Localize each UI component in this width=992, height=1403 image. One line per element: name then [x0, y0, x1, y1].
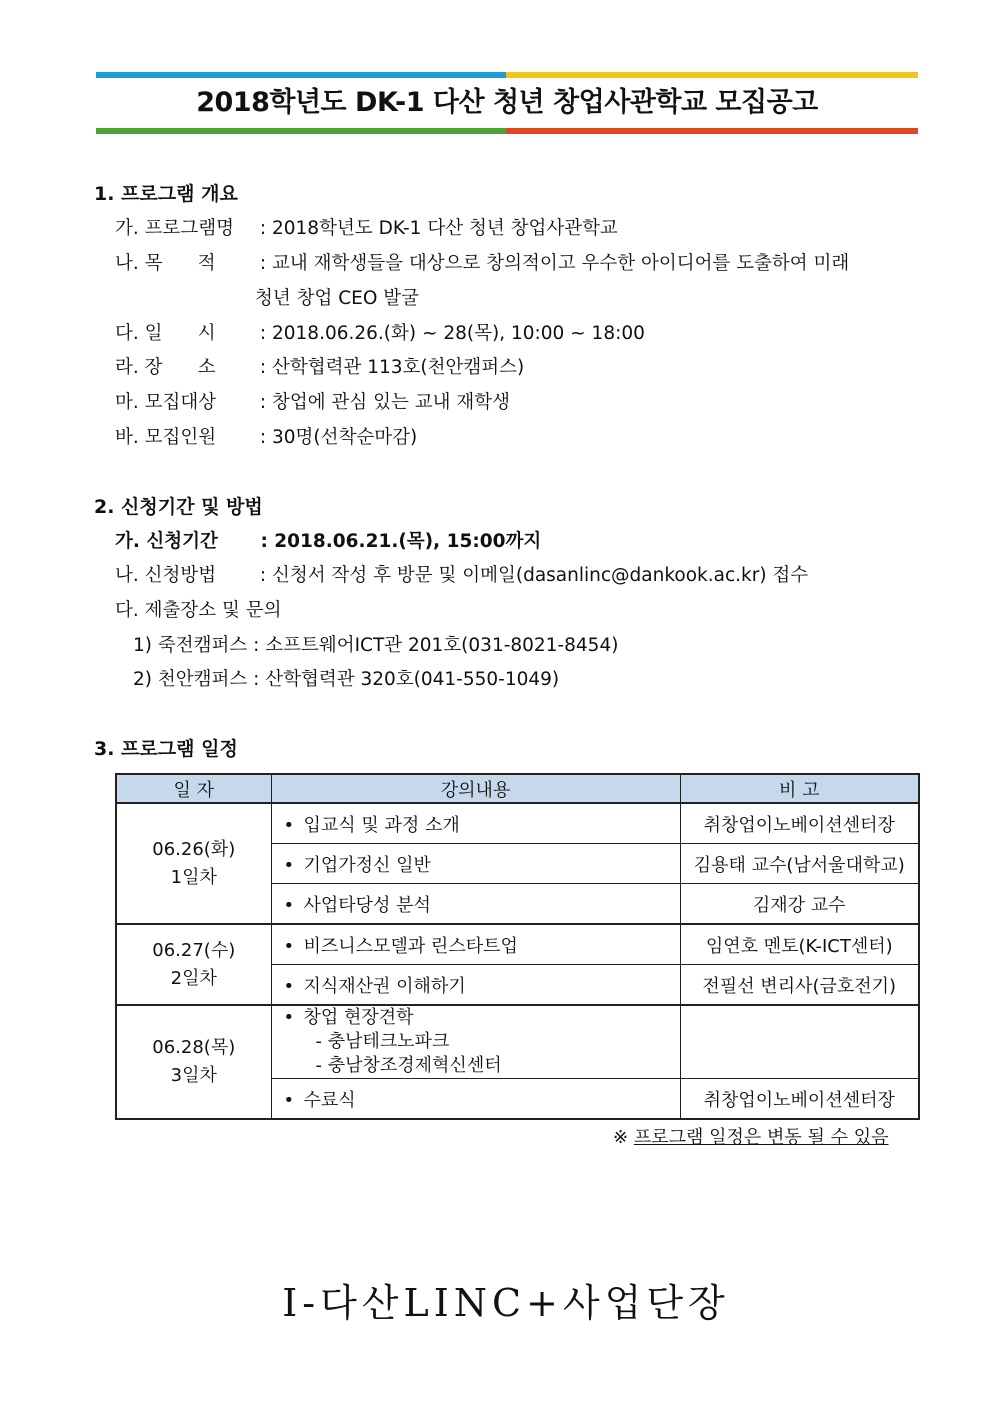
item-separator: : [254, 531, 275, 552]
day-date: 06.28(목) [152, 1037, 236, 1058]
overview-item-purpose [115, 251, 849, 277]
item-separator: : [254, 253, 272, 274]
item-label: 나. 신청방법 [115, 565, 217, 586]
content-cell [271, 1005, 680, 1079]
overview-item-purpose-continued: 청년 창업 CEO 발굴 [255, 288, 420, 309]
item-value: 산학협력관 113호(천안캠퍼스) [272, 357, 525, 378]
schedule-footnote [613, 1126, 888, 1150]
column-header-date: 일 자 [116, 774, 271, 803]
bullet: • [283, 975, 295, 997]
overview-item-program-name [115, 216, 618, 242]
content-text: 수료식 [303, 1089, 356, 1111]
item-label: 바. 모집인원 [115, 427, 217, 448]
page-title: 2018학년도 DK-1 다산 청년 창업사관학교 모집공고 [196, 87, 818, 118]
title-bar-top-left [96, 72, 506, 78]
day-number: 1일차 [170, 866, 217, 888]
content-cell [271, 1079, 680, 1120]
content-cell [271, 924, 680, 965]
day-number: 2일차 [170, 967, 217, 989]
item-value: 신청서 작성 후 방문 및 이메일(dasanlinc@dankook.ac.kr) 접수 [272, 565, 809, 586]
item-label: 가. 프로그램명 [115, 218, 234, 239]
content-text: 사업타당성 분석 [303, 894, 431, 916]
item-separator: : [254, 357, 272, 378]
item-value: 교내 재학생들을 대상으로 창의적이고 우수한 아이디어를 도출하여 미래 [272, 253, 850, 274]
day-cell [116, 1005, 271, 1119]
sub-item: - 충남테크노파크 [315, 1031, 450, 1052]
item-value: 2018학년도 DK-1 다산 청년 창업사관학교 [272, 218, 618, 239]
content-cell [271, 803, 680, 844]
item-label: 다. 일 시 [115, 323, 216, 344]
note-cell [680, 1005, 919, 1079]
content-text: 창업 현장견학 [303, 1007, 414, 1028]
note-cell: 취창업이노베이션센터장 [680, 803, 919, 844]
item-separator: : [254, 218, 272, 239]
day-date: 06.26(화) [152, 838, 236, 860]
note-cell: 취창업이노베이션센터장 [680, 1079, 919, 1120]
item-label: 마. 모집대상 [115, 392, 217, 413]
footnote-mark: ※ [613, 1127, 629, 1148]
sub-item: - 충남창조경제혁신센터 [315, 1055, 502, 1076]
submission-place-jukjeon: 1) 죽전캠퍼스 : 소프트웨어ICT관 201호(031-8021-8454) [133, 635, 619, 656]
note-cell: 전필선 변리사(금호전기) [680, 965, 919, 1006]
item-value: 창업에 관심 있는 교내 재학생 [272, 392, 510, 413]
overview-item-target [115, 390, 510, 416]
item-label: 나. 목 적 [115, 253, 216, 274]
day-number: 3일차 [170, 1065, 217, 1086]
issuer-signature: I-다산LINC+사업단장 [282, 1281, 730, 1325]
content-cell [271, 884, 680, 925]
column-header-content: 강의내용 [271, 774, 680, 803]
section3-heading: 3. 프로그램 일정 [94, 738, 238, 760]
item-value: 2018.06.21.(목), 15:00까지 [274, 531, 542, 552]
apply-item-period [115, 529, 541, 555]
note-cell: 김재강 교수 [680, 884, 919, 925]
content-text: 비즈니스모델과 린스타트업 [303, 935, 518, 957]
day-cell [116, 924, 271, 1005]
table-row [116, 803, 919, 844]
item-value: 30명(선착순마감) [272, 427, 418, 448]
content-cell [271, 965, 680, 1006]
content-text: 입교식 및 과정 소개 [303, 814, 460, 836]
column-header-note: 비 고 [680, 774, 919, 803]
apply-item-submission: 다. 제출장소 및 문의 [115, 600, 282, 621]
item-separator: : [254, 565, 272, 586]
content-text: 지식재산권 이해하기 [303, 975, 466, 997]
submission-place-cheonan: 2) 천안캠퍼스 : 산학협력관 320호(041-550-1049) [133, 669, 560, 690]
item-label: 가. 신청기간 [115, 531, 218, 552]
title-bar-top-right [506, 72, 918, 78]
table-header-row [116, 774, 919, 803]
section1-heading: 1. 프로그램 개요 [94, 183, 238, 205]
item-separator: : [254, 392, 272, 413]
title-bar-bottom-right [506, 128, 918, 134]
schedule-table [115, 773, 920, 1120]
item-label: 라. 장 소 [115, 357, 216, 378]
apply-item-method [115, 563, 808, 589]
content-cell [271, 844, 680, 884]
day-cell [116, 803, 271, 924]
item-separator: : [254, 323, 272, 344]
note-cell: 김용태 교수(남서울대학교) [680, 844, 919, 884]
footnote-text: 프로그램 일정은 변동 될 수 있음 [633, 1127, 889, 1148]
bullet: • [283, 814, 295, 836]
day-date: 06.27(수) [152, 939, 236, 961]
bullet: • [283, 854, 295, 876]
bullet: • [283, 1007, 295, 1028]
bullet: • [283, 935, 295, 957]
title-bar-bottom-left [96, 128, 506, 134]
overview-item-date [115, 321, 645, 347]
overview-item-capacity [115, 425, 417, 451]
bullet: • [283, 894, 295, 916]
table-row [116, 924, 919, 965]
table-row [116, 1005, 919, 1079]
item-value: 2018.06.26.(화) ~ 28(목), 10:00 ~ 18:00 [272, 323, 645, 344]
bullet: • [283, 1089, 295, 1111]
item-separator: : [254, 427, 272, 448]
overview-item-place [115, 355, 524, 381]
note-cell: 임연호 멘토(K-ICT센터) [680, 924, 919, 965]
section2-heading: 2. 신청기간 및 방법 [94, 496, 263, 518]
content-text: 기업가정신 일반 [303, 854, 431, 876]
